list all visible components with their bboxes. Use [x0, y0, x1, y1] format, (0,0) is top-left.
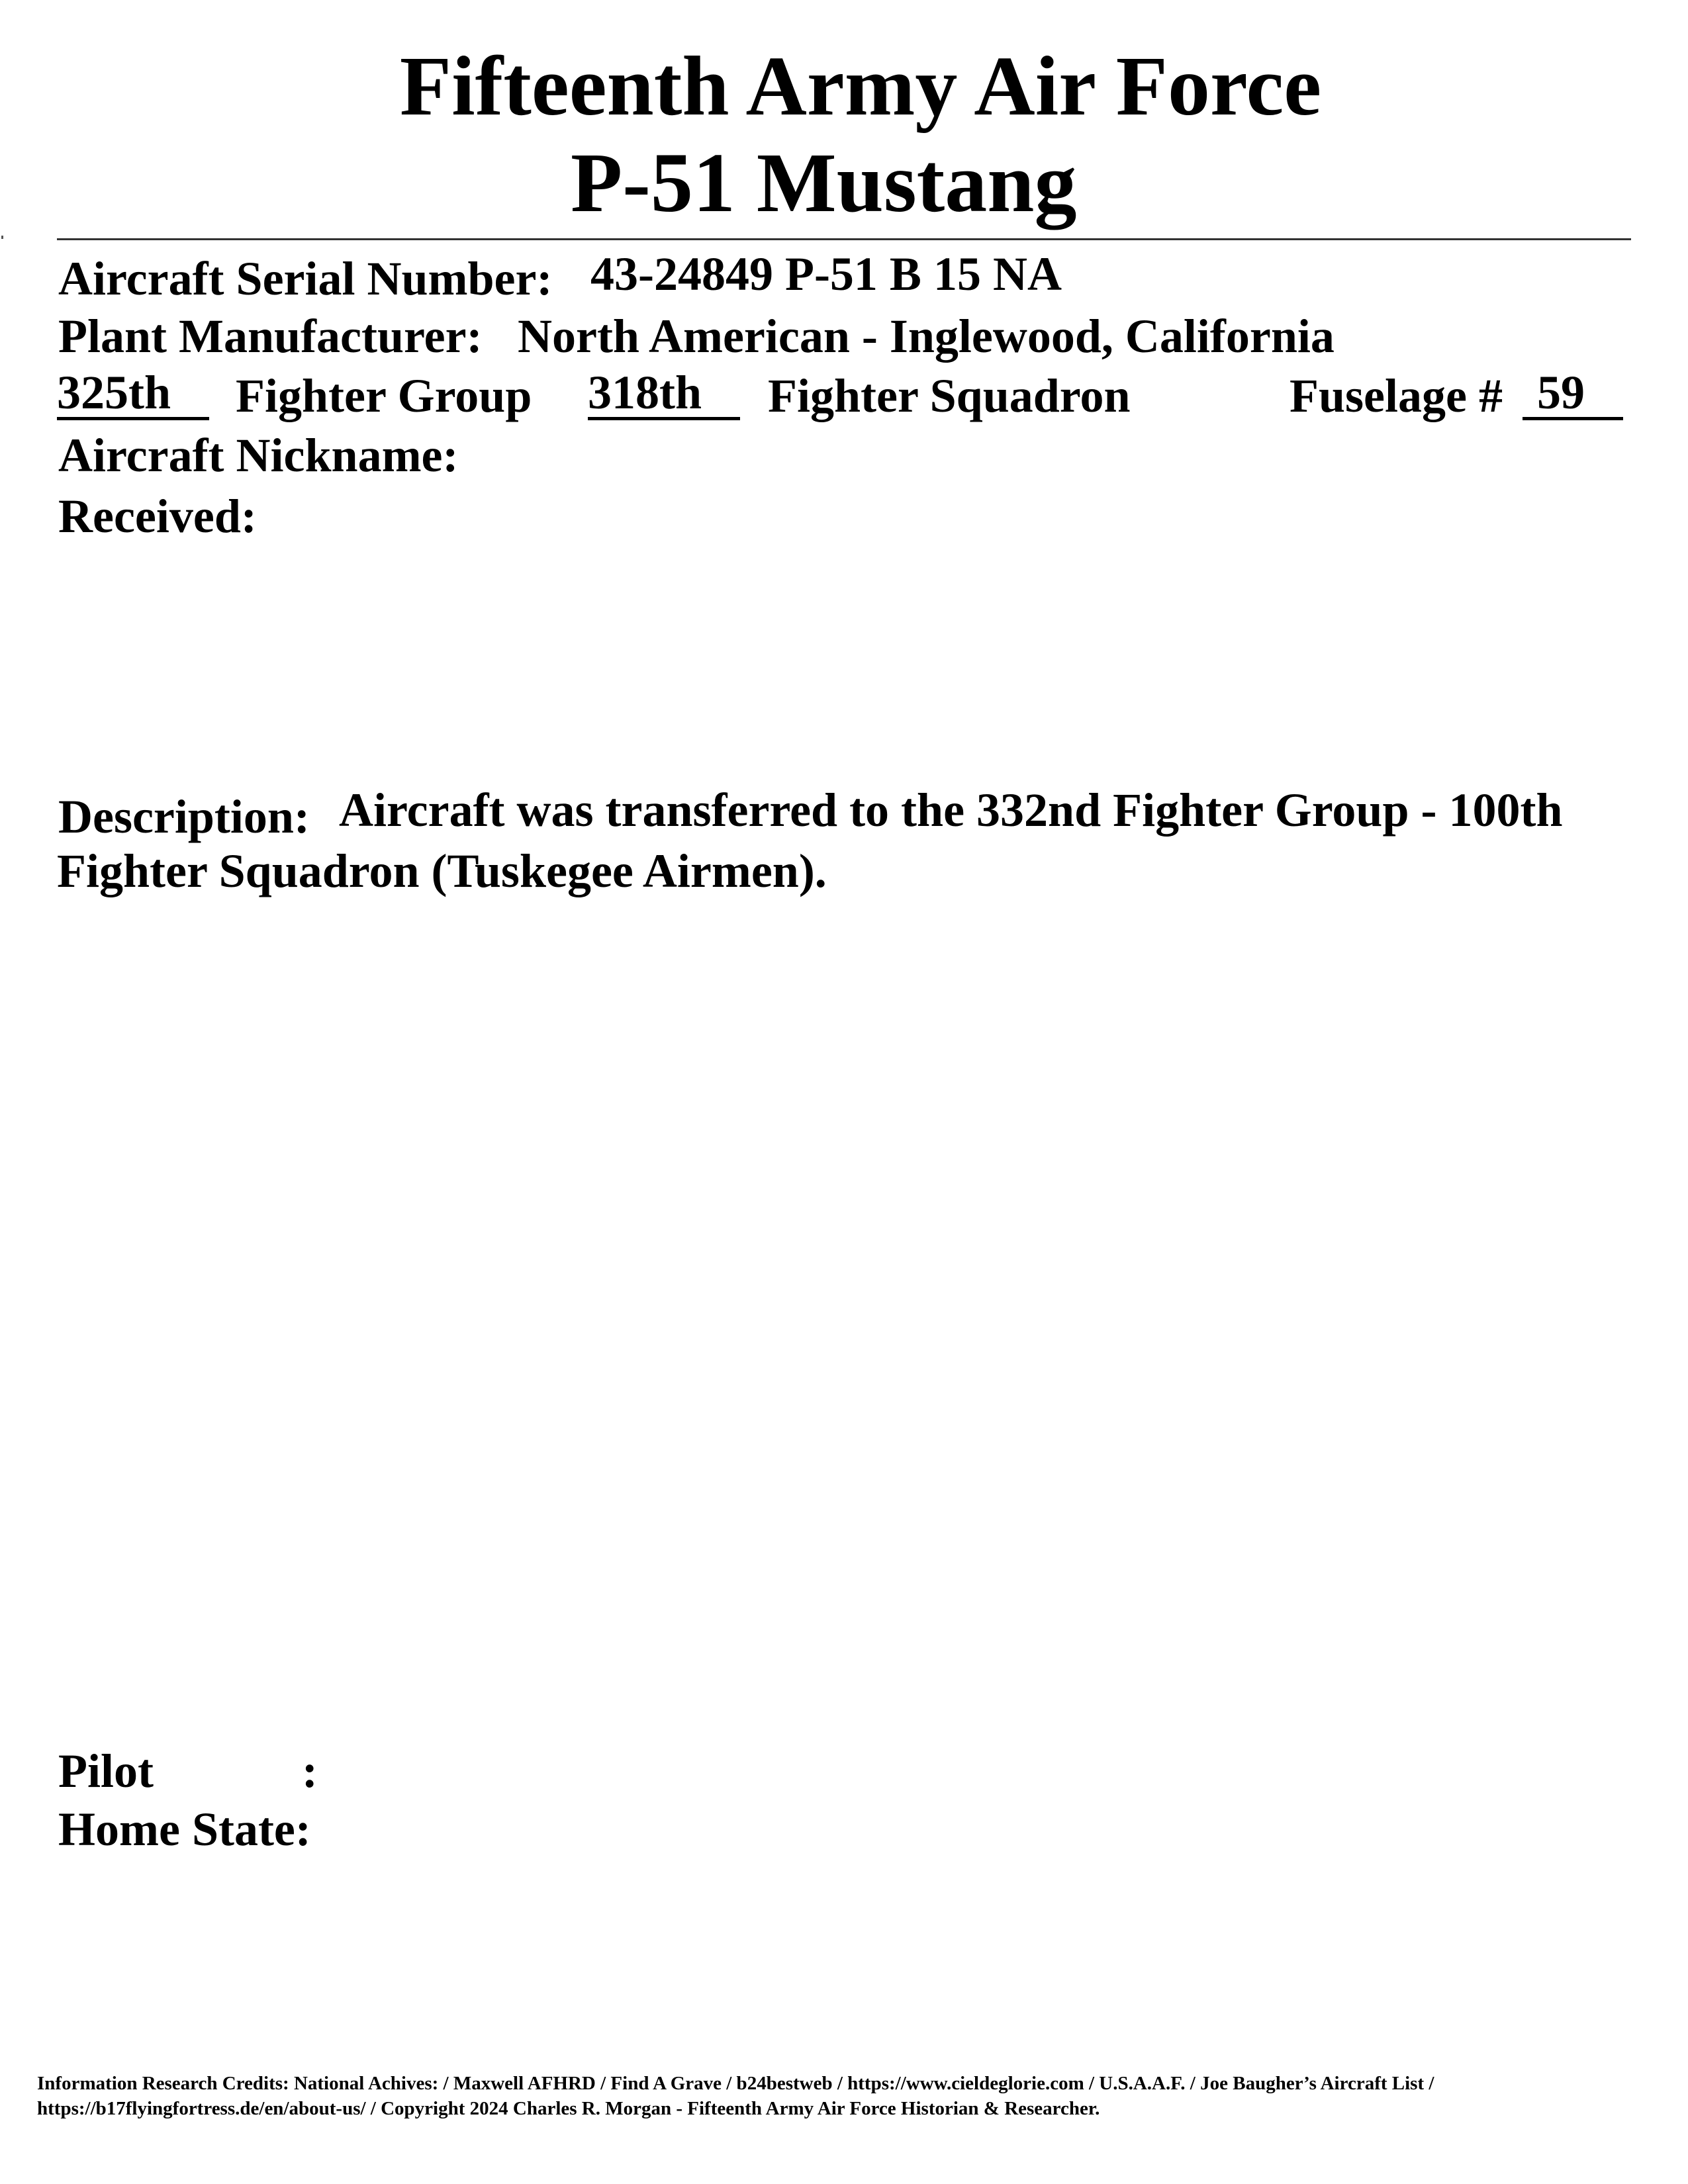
serial-number-value: 43-24849 P-51 B 15 NA [590, 248, 1062, 300]
aircraft-nickname-label: Aircraft Nickname: [58, 429, 459, 482]
fighter-squadron-label: Fighter Squadron [768, 369, 1131, 422]
fighter-group-label: Fighter Group [236, 369, 532, 422]
description-line-2: Fighter Squadron (Tuskegee Airmen). [57, 844, 827, 897]
manufacturer-label: Plant Manufacturer: [58, 310, 483, 363]
received-label: Received: [58, 490, 257, 543]
page-title: Fifteenth Army Air Force [399, 39, 1322, 133]
manufacturer-value: North American - Inglewood, California [518, 310, 1335, 363]
credits-line-1: Information Research Credits: National Achives: / Maxwell AFHRD / Find A Grave / b24bestweb / https://www.cieldeglorie.com / U.S.A.A.F. / Joe Baugher’s Aircraft List / [37, 2073, 1434, 2094]
serial-number-label: Aircraft Serial Number: [58, 252, 553, 305]
margin-mark [1, 236, 3, 239]
description-line-1: Aircraft was transferred to the 332nd Fighter Group - 100th [339, 784, 1563, 837]
fighter-squadron-value: 318th [588, 369, 740, 420]
aircraft-type-title: P-51 Mustang [571, 136, 1077, 230]
fighter-group-value: 325th [57, 369, 209, 420]
credits-line-2: https://b17flyingfortress.de/en/about-us/ / Copyright 2024 Charles R. Morgan - Fifteenth Army Air Force Historian & Researcher. [37, 2098, 1100, 2119]
description-label: Description: [58, 790, 310, 843]
pilot-colon: : [302, 1745, 318, 1797]
pilot-label: Pilot [58, 1745, 154, 1797]
home-state-label: Home State: [58, 1803, 311, 1856]
header-divider [57, 238, 1631, 240]
fuselage-label: Fuselage # [1289, 369, 1503, 422]
fuselage-value: 59 [1523, 369, 1623, 420]
